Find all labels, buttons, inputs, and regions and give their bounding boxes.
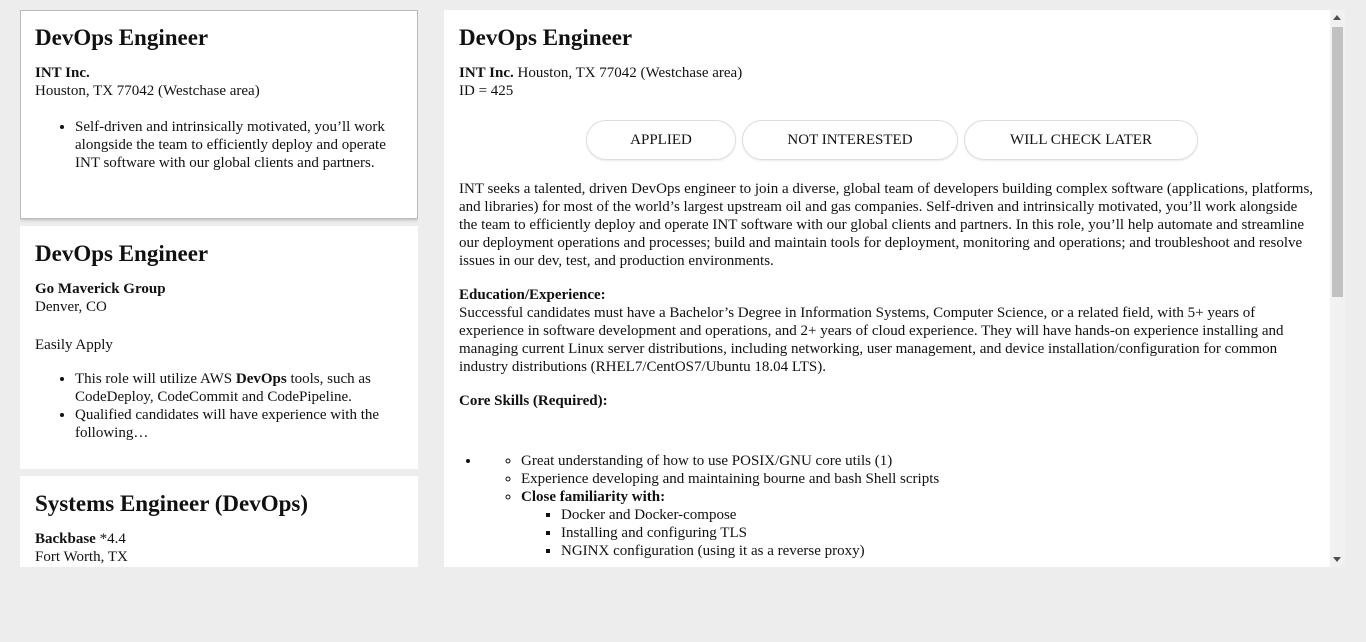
action-buttons bbox=[459, 120, 1315, 160]
job-detail-title: DevOps Engineer bbox=[459, 25, 633, 50]
not-interested-button[interactable]: NOT INTERESTED bbox=[742, 120, 958, 160]
job-detail-company: INT Inc. bbox=[459, 65, 514, 81]
scroll-up-arrow-icon[interactable] bbox=[1333, 15, 1341, 20]
skill-subitem: ▪ Installing and configuring TLS bbox=[561, 524, 1315, 542]
job-card-title: DevOps Engineer bbox=[35, 241, 209, 266]
job-card-title: Systems Engineer (DevOps) bbox=[35, 491, 309, 516]
job-card-snippet bbox=[35, 370, 403, 442]
job-card-title: DevOps Engineer bbox=[35, 25, 209, 50]
applied-button[interactable]: APPLIED bbox=[586, 120, 736, 160]
company-name: Backbase bbox=[35, 531, 96, 547]
education-header: Education/Experience: bbox=[459, 287, 606, 303]
job-card[interactable] bbox=[20, 10, 418, 219]
skill-subitem: ▪ NGINX configuration (using it as a reverse proxy) bbox=[561, 542, 1315, 560]
skill-subitem: ▪ Docker and Docker-compose bbox=[561, 506, 1315, 524]
education-section bbox=[459, 286, 1315, 376]
job-card-snippet-item: • Self-driven and intrinsically motivated, you’ll work alongside the team to efficiently deploy and operate INT software with our global clients and partners. bbox=[75, 118, 403, 172]
job-card-snippet-item bbox=[75, 370, 403, 406]
job-card[interactable] bbox=[20, 476, 418, 567]
skill-group-label: Close familiarity with: bbox=[521, 489, 666, 505]
skill-item: ◦ Experience developing and maintaining bourne and bash Shell scripts bbox=[521, 470, 1315, 488]
detail-scrollbar[interactable] bbox=[1330, 10, 1345, 567]
job-list bbox=[20, 10, 418, 567]
skill-item bbox=[521, 488, 1315, 560]
scrollbar-thumb[interactable] bbox=[1332, 27, 1343, 297]
will-check-later-button[interactable]: WILL CHECK LATER bbox=[964, 120, 1198, 160]
job-card-location: Denver, CO bbox=[35, 299, 107, 315]
job-detail-company-line bbox=[459, 64, 1315, 82]
skills-list-item bbox=[481, 452, 1315, 560]
core-skills-list bbox=[459, 452, 1315, 560]
skills-sublist bbox=[481, 452, 1315, 560]
job-card-location: Fort Worth, TX bbox=[35, 549, 128, 565]
skill-item: ◦ • Great understanding of how to use POSIX/GNU core utils (1) bbox=[521, 452, 1315, 470]
job-detail-location: Houston, TX 77042 (Westchase area) bbox=[513, 65, 743, 81]
job-card-company: INT Inc. bbox=[35, 65, 90, 81]
job-card-snippet bbox=[35, 118, 403, 172]
job-description-intro: INT seeks a talented, driven DevOps engineer to join a diverse, global team of developers building complex software (applications, platforms, and libraries) for most of the world’s largest upstream oil and gas companies. Self-driven and intrinsically motivated, you’ll work alongside the team to efficiently deploy and operate INT software with our global clients and partners. In this role, you’ll help automate and streamline our deployment operations and processes; build and maintain tools for deployment, monitoring and operations; and troubleshoot and resolve issues in our dev, test, and production environments. bbox=[459, 181, 1314, 269]
job-card-location: Houston, TX 77042 (Westchase area) bbox=[35, 83, 260, 99]
core-skills-header: Core Skills (Required): bbox=[459, 393, 608, 409]
snippet-text: tools, such as CodeDeploy, CodeCommit and CodePipeline. bbox=[75, 371, 371, 405]
job-detail-panel[interactable] bbox=[444, 10, 1330, 567]
education-text: Successful candidates must have a Bachelor’s Degree in Information Systems, Computer Science, or a related field, with 5+ years of experience in software development and operations, and 2+ years of cloud experience. They will have hands-on experience installing and managing current Linux server distributions, including networking, user management, and device installation/configuration for common industry distributions (RHEL7/CentOS7/Ubuntu 18.04 LTS). bbox=[459, 305, 1284, 375]
snippet-text: This role will utilize AWS bbox=[75, 371, 236, 387]
scroll-down-arrow-icon[interactable] bbox=[1333, 557, 1341, 562]
job-card-snippet-item: • Qualified candidates will have experience with the following… bbox=[75, 406, 403, 442]
snippet-highlight: DevOps bbox=[235, 371, 287, 387]
skills-subsublist bbox=[521, 506, 1315, 560]
job-detail-id: ID = 425 bbox=[459, 83, 514, 99]
easily-apply-label: Easily Apply bbox=[35, 337, 113, 353]
job-card[interactable] bbox=[20, 226, 418, 469]
job-card-company: Go Maverick Group bbox=[35, 281, 166, 297]
job-card-company bbox=[35, 530, 403, 548]
company-rating: *4.4 bbox=[95, 531, 126, 547]
